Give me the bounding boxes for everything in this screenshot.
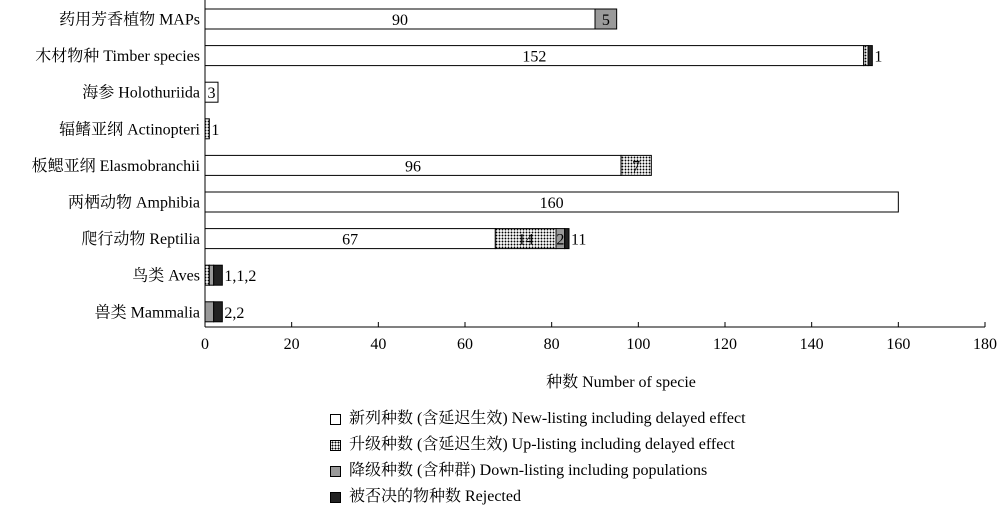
legend-swatch-new-listing [330,414,341,425]
data-label: 152 [522,48,547,66]
bar-segment-rejected [868,46,872,66]
data-label: 90 [392,12,408,29]
x-axis-title: 种数 Number of specie [546,374,696,391]
category-label: 板鳃亚纲 Elasmobranchii [31,157,200,175]
x-tick-label: 80 [543,336,560,353]
data-label-outside: 1 [874,48,883,66]
category-label: 药用芳香植物 MAPs [59,11,200,29]
category-label: 木材物种 Timber species [35,48,200,66]
category-label: 海参 Holothuriida [82,84,200,102]
bar-segment-rejected [565,229,569,249]
legend-swatch-rejected [330,492,341,503]
data-label-outside: 1,1,2 [224,268,257,286]
category-label: 鸟类 Aves [132,267,200,285]
data-label: 3 [207,85,216,103]
x-tick-label: 180 [973,336,997,353]
x-tick-label: 60 [457,336,473,353]
bar-segment-down [209,265,213,285]
x-tick-label: 140 [799,336,824,353]
legend-label-down-listing: 降级种数 (含种群) Down-listing including populations [349,462,708,479]
legend [330,406,746,510]
data-label: 67 [342,231,359,249]
legend-label-new-listing: 新列种数 (含延迟生效) New-listing including delayed effect [349,410,746,427]
legend-label-rejected: 被否决的物种数 Rejected [349,488,521,505]
data-label: 7 [632,158,641,176]
bar-segment-rejected [214,265,223,285]
legend-item-new-listing [330,406,746,432]
data-label-outside: 2,2 [224,304,245,322]
data-label: 96 [405,158,421,176]
category-label: 辐鳍亚纲 Actinopteri [59,121,200,139]
legend-item-up-listing [330,432,746,458]
data-label: 5 [601,12,610,29]
bar-segment-up [864,46,868,66]
bar-segment-up [205,119,209,139]
category-labels [32,11,201,322]
legend-label-up-listing: 升级种数 (含延迟生效) Up-listing including delayed effect [349,436,735,453]
category-label: 两栖动物 Amphibia [68,194,200,212]
data-label-outside: 1 [211,121,220,139]
legend-item-rejected [330,484,746,510]
legend-item-down-listing [330,458,746,484]
data-label-outside: 11 [571,231,587,249]
x-tick-label: 100 [626,336,651,353]
data-label: 14 [517,231,534,249]
data-label: 160 [539,195,564,212]
x-tick-label: 0 [201,336,209,353]
x-tick-label: 20 [283,336,300,353]
bar-segment-rejected [214,302,223,322]
bar-segment-up [205,265,209,285]
category-label: 兽类 Mammalia [94,304,200,322]
x-tick-label: 160 [886,336,911,353]
x-tick-label: 120 [713,336,737,353]
legend-swatch-down-listing [330,466,341,477]
x-tick-label: 40 [370,336,387,353]
category-label: 爬行动物 Reptilia [81,231,200,249]
legend-swatch-up-listing [330,440,341,451]
data-label: 2 [556,231,565,249]
bars-group [205,9,898,322]
bar-segment-down [205,302,214,322]
